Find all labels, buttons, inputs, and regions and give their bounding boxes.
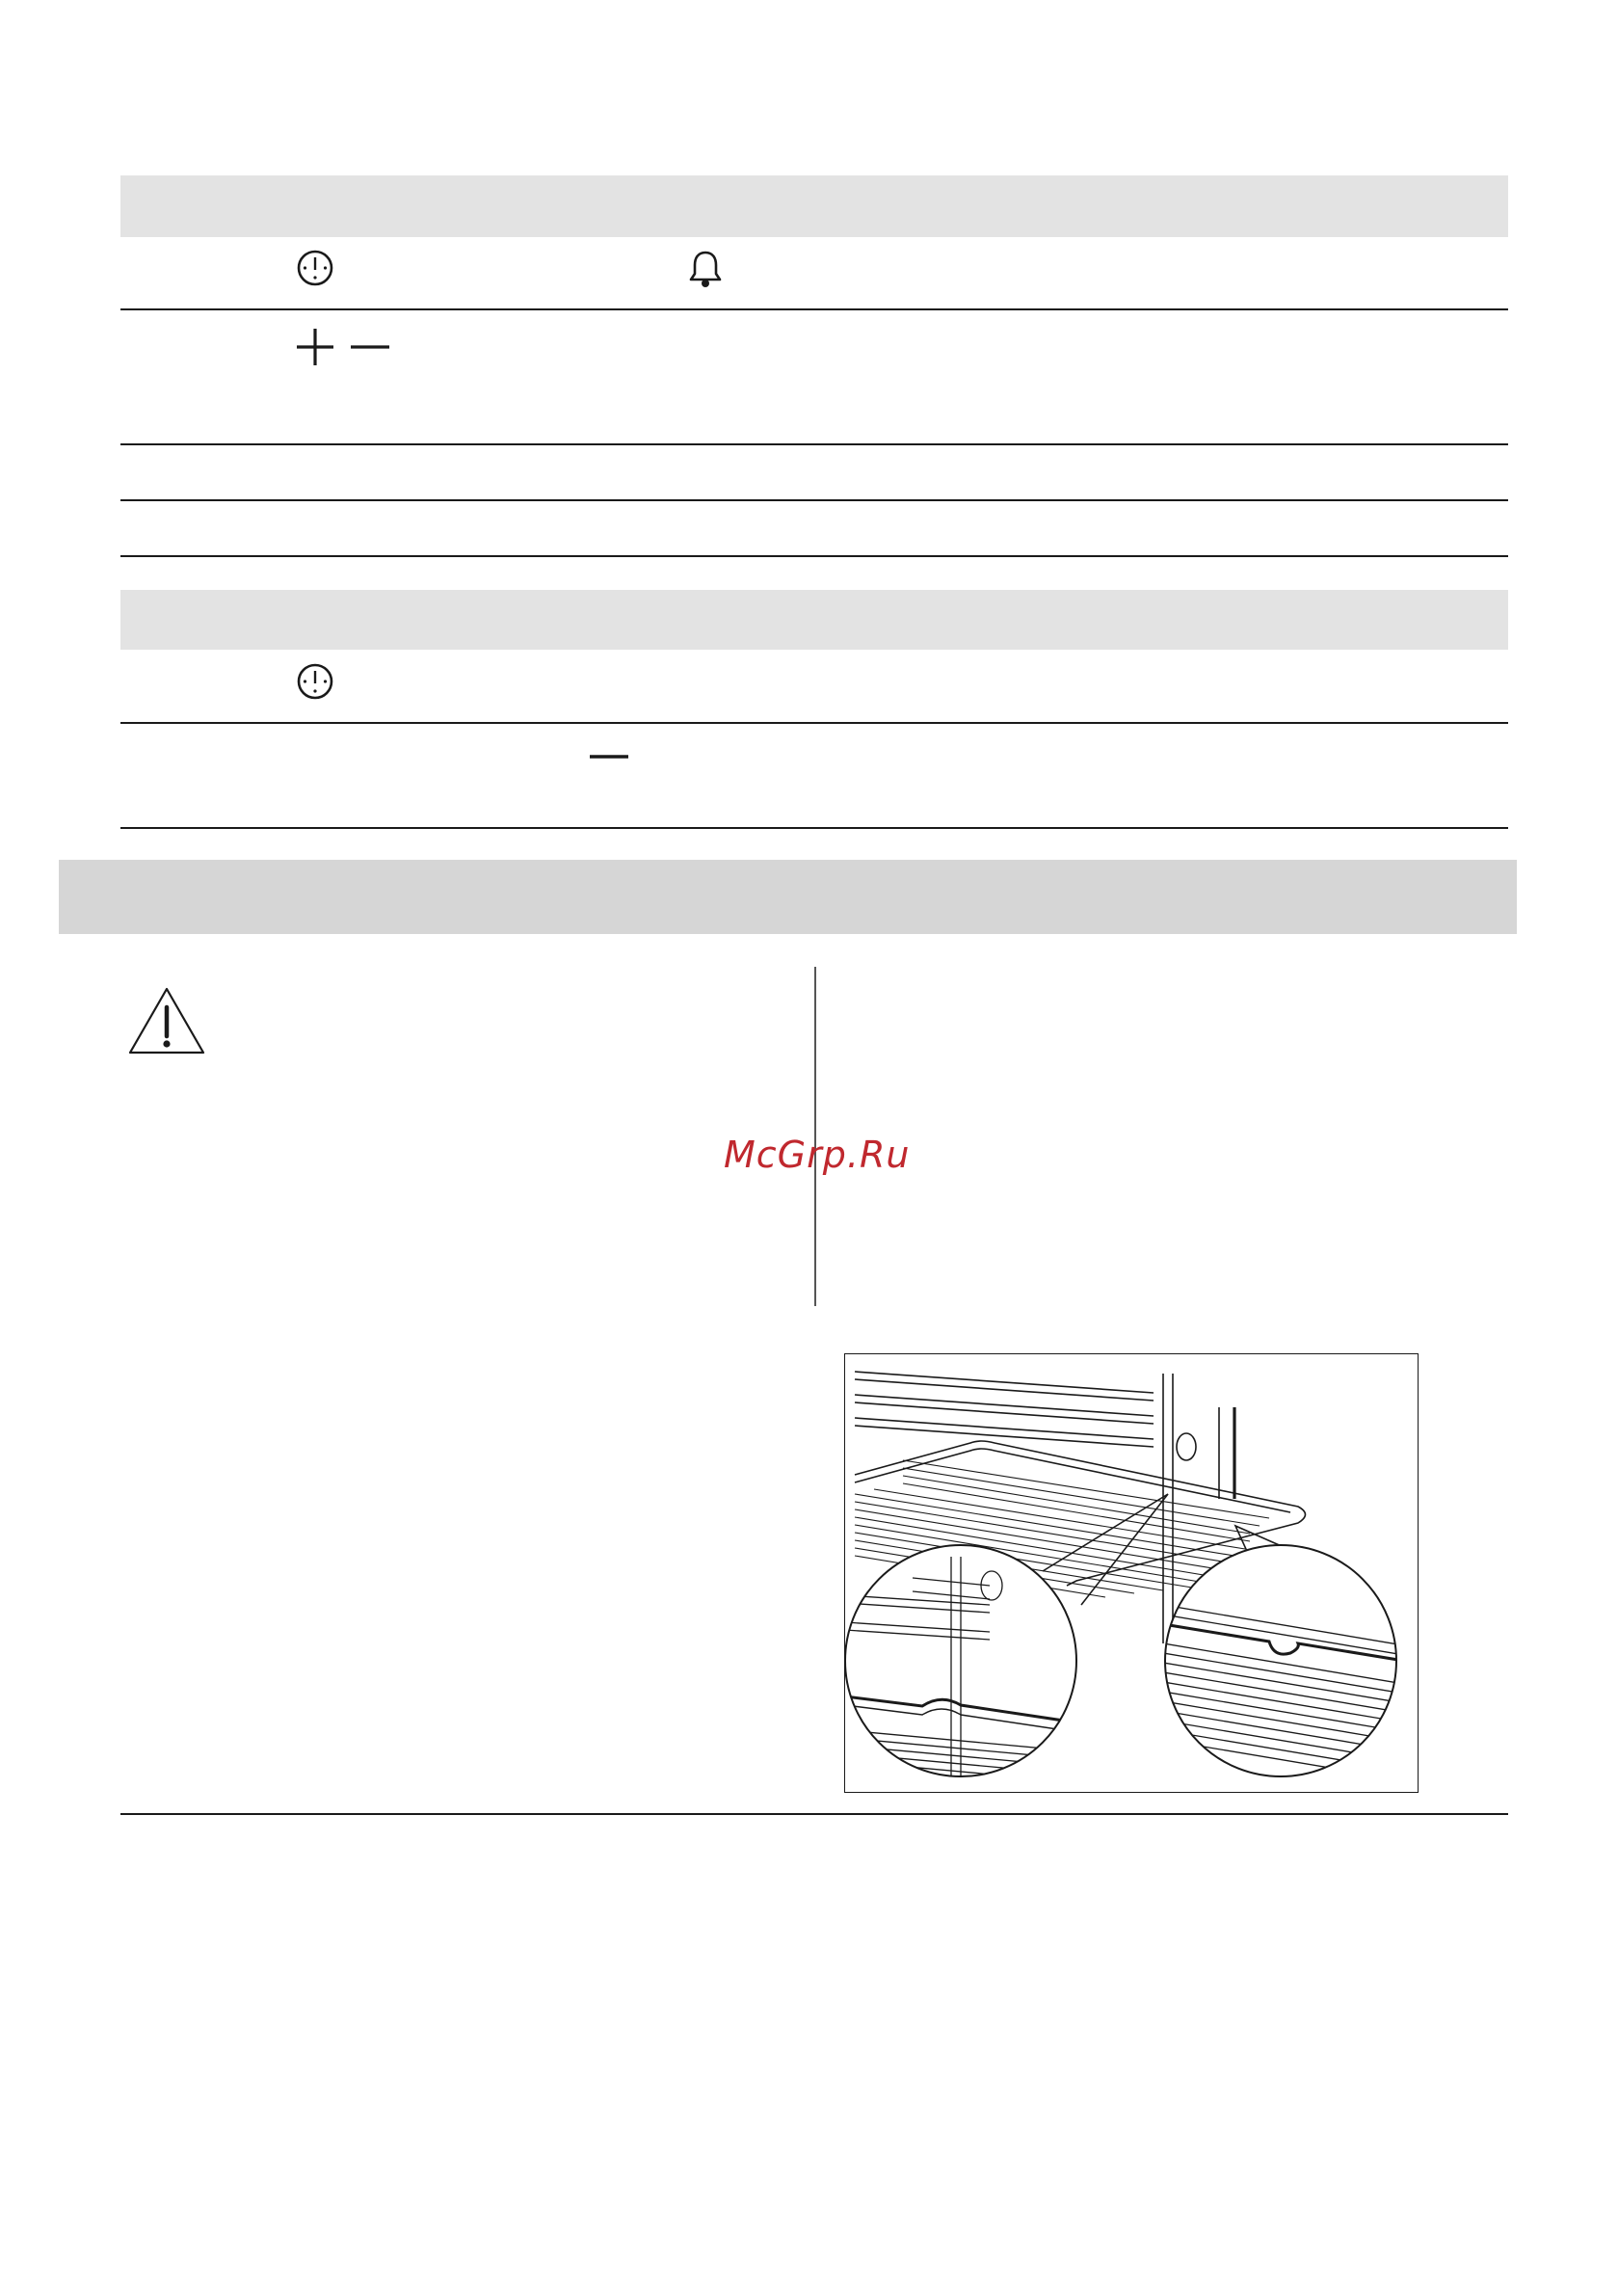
plus-icon [295, 327, 335, 367]
chapter-header-bar [59, 860, 1517, 934]
table-1-row-divider [120, 308, 1508, 310]
minus-icon [349, 327, 391, 367]
table-2-bottom-rule [120, 827, 1508, 829]
table-1-header-band [120, 175, 1508, 237]
table-2-header-band [120, 590, 1508, 650]
watermark-text: McGrp.Ru [724, 1134, 911, 1176]
warning-triangle-icon [127, 986, 206, 1055]
bell-icon [687, 249, 724, 289]
clock-icon [296, 249, 334, 287]
table-2-row-divider [120, 722, 1508, 724]
oven-shelf-insertion-illustration [844, 1353, 1419, 1793]
table-1-row-divider [120, 443, 1508, 445]
clock-icon [296, 662, 334, 701]
table-1-bottom-rule [120, 555, 1508, 557]
minus-icon [588, 742, 630, 771]
section-bottom-rule [120, 1813, 1508, 1815]
table-1-row-divider [120, 499, 1508, 501]
